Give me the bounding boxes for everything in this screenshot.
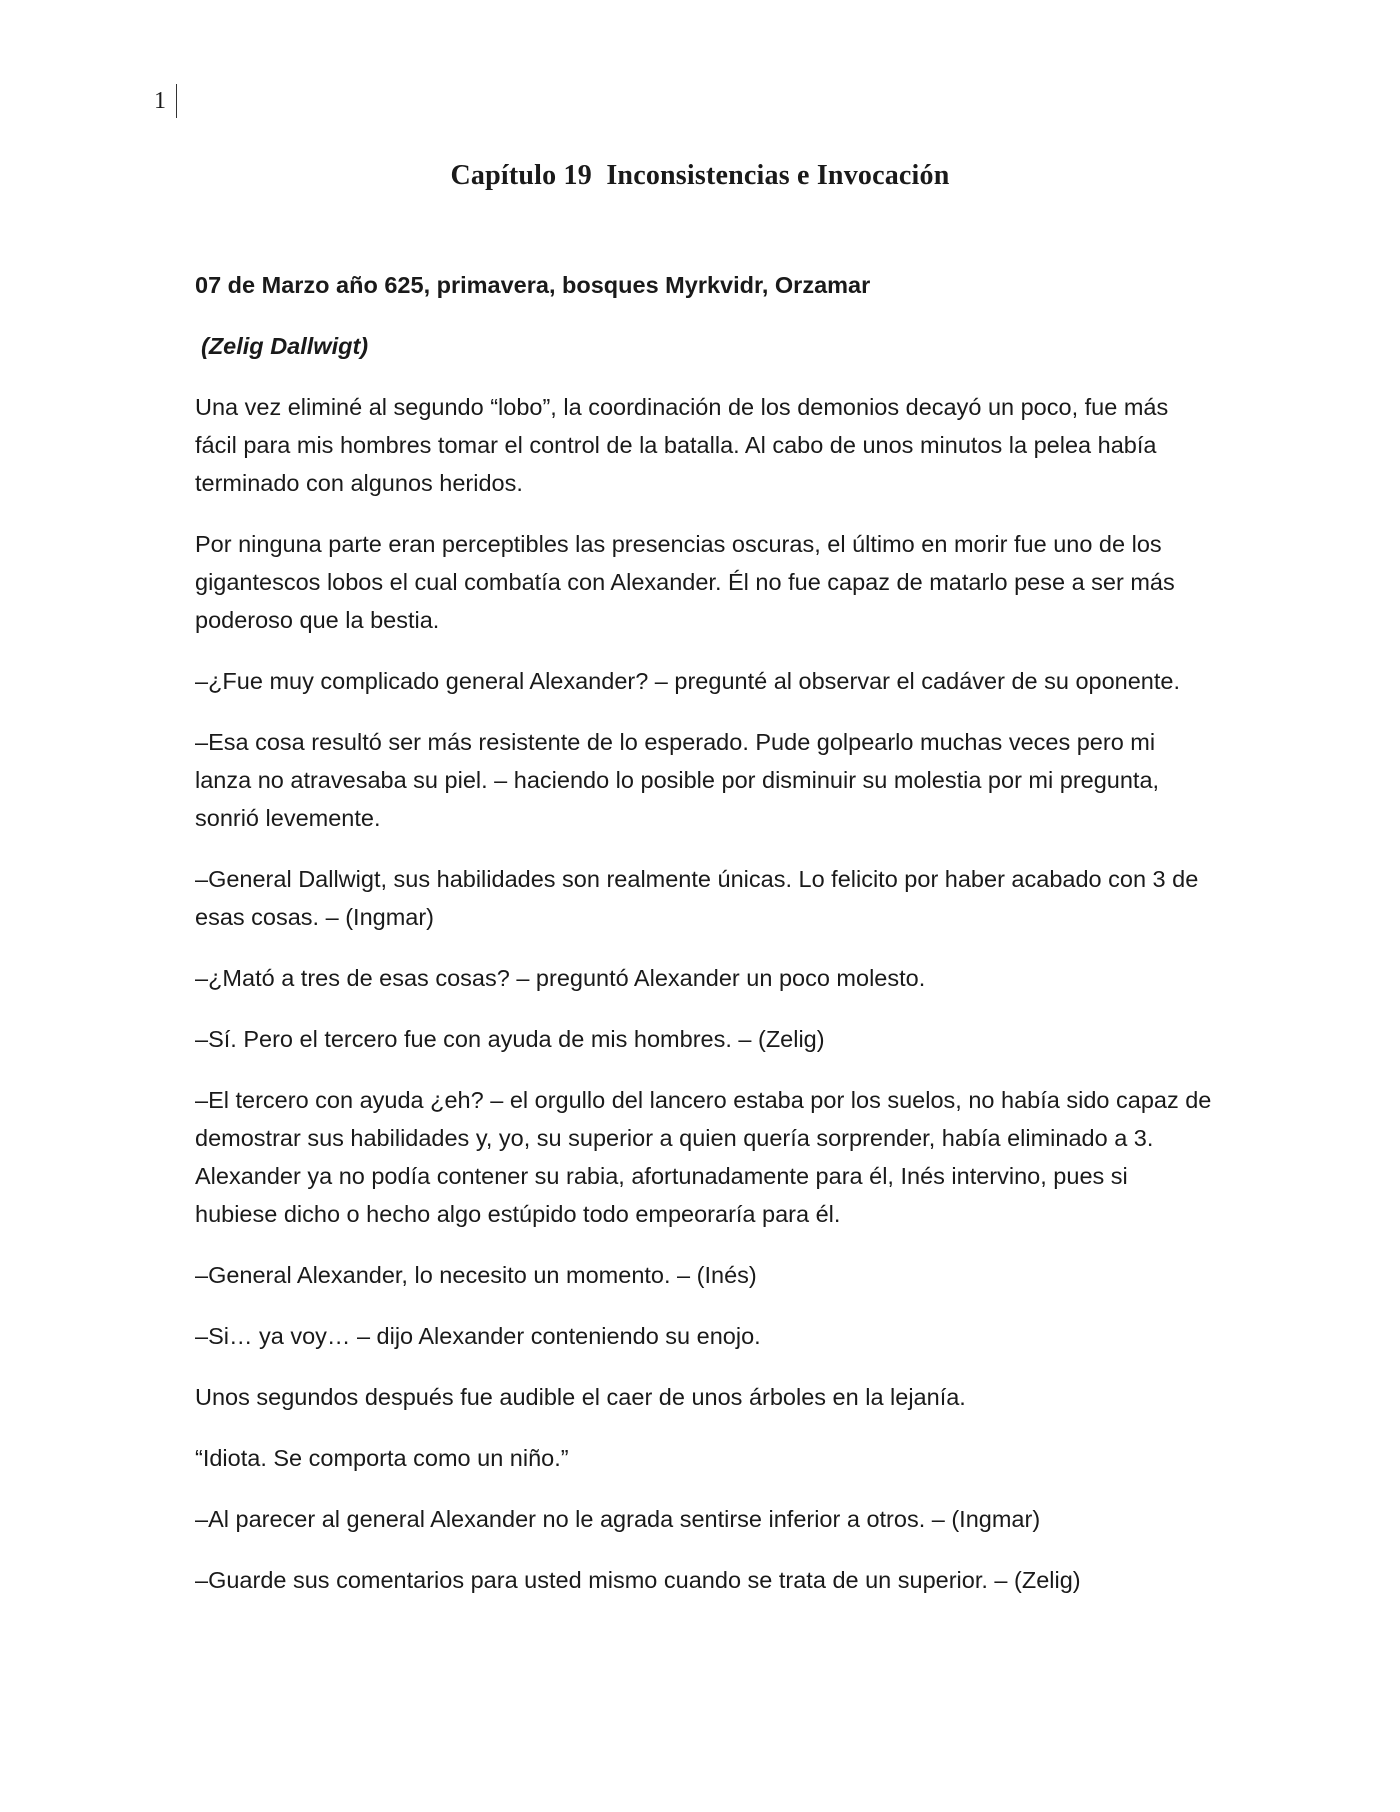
date-location-line: 07 de Marzo año 625, primavera, bosques Myrkvidr, Orzamar [195, 272, 871, 298]
dialogue-line: –Guarde sus comentarios para usted mismo cuando se trata de un superior. – (Zelig) [195, 1567, 1081, 1593]
dialogue-line: –Si… ya voy… – dijo Alexander conteniendo su enojo. [195, 1323, 761, 1349]
dialogue-line: –General Dallwigt, sus habilidades son realmente únicas. Lo felicito por haber acabado con 3 de esas cosas. – (Ingmar) [195, 866, 1199, 930]
dialogue-line: –El tercero con ayuda ¿eh? – el orgullo del lancero estaba por los suelos, no había sido capaz de demostrar sus habilidades y, yo, su superior a quien quería sorprender, había eliminado a 3. Alexander ya no podía contener su rabia, afortunadamente para él, Inés intervino, pues si hubiese dicho o hecho algo estúpido todo empeoraría para él. [195, 1087, 1212, 1227]
chapter-title: Capítulo 19 Inconsistencias e Invocación [450, 160, 950, 191]
paragraph: Por ninguna parte eran perceptibles las presencias oscuras, el último en morir fue uno de los gigantescos lobos el cual combatía con Alexander. Él no fue capaz de matarlo pese a ser más poderoso que la bestia. [195, 531, 1175, 633]
paragraph: Unos segundos después fue audible el caer de unos árboles en la lejanía. [195, 1384, 966, 1410]
dialogue-line: –¿Fue muy complicado general Alexander? – pregunté al observar el cadáver de su oponente. [195, 668, 1181, 694]
dialogue-line: –Esa cosa resultó ser más resistente de lo esperado. Pude golpearlo muchas veces pero mi lanza no atravesaba su piel. – haciendo lo posible por disminuir su molestia por mi pregunta, sonrió levemente. [195, 729, 1160, 831]
paragraph: Una vez eliminé al segundo “lobo”, la coordinación de los demonios decayó un poco, fue más fácil para mis hombres tomar el control de la batalla. Al cabo de unos minutos la pelea había terminado con algunos heridos. [195, 394, 1169, 496]
dialogue-line: –General Alexander, lo necesito un momento. – (Inés) [195, 1262, 757, 1288]
page-number: 1 [154, 84, 177, 118]
thought-line: “Idiota. Se comporta como un niño.” [195, 1445, 569, 1471]
dialogue-line: –Sí. Pero el tercero fue con ayuda de mis hombres. – (Zelig) [195, 1026, 825, 1052]
point-of-view-label: (Zelig Dallwigt) [201, 333, 369, 359]
chapter-body [195, 266, 1215, 1622]
dialogue-line: –Al parecer al general Alexander no le agrada sentirse inferior a otros. – (Ingmar) [195, 1506, 1041, 1532]
dialogue-line: –¿Mató a tres de esas cosas? – preguntó Alexander un poco molesto. [195, 965, 926, 991]
